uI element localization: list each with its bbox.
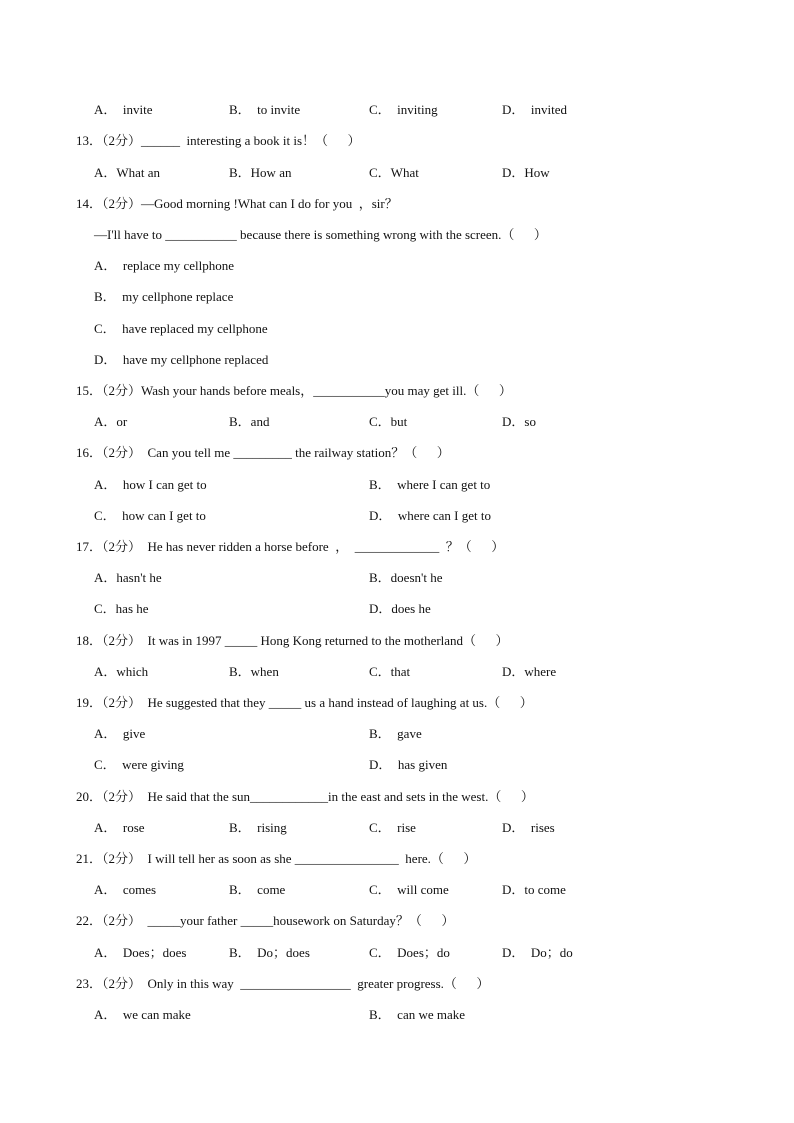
q14-option-b: B． my cellphone replace [94, 289, 234, 304]
q19-option-d: D． has given [369, 757, 448, 772]
q20-option-b: B． rising [229, 820, 287, 835]
q21-option-c: C． will come [369, 882, 449, 897]
q19-option-c: C． were giving [94, 757, 184, 772]
q23-option-a: A． we can make [94, 1007, 191, 1022]
q20-stem: 20．（2分） He said that the sun____________in the east and sets in the west.（ ） [76, 789, 534, 804]
q15-option-d: D．so [502, 414, 536, 429]
q22-option-b: B． Do；does [229, 945, 310, 960]
q18-option-d: D．where [502, 664, 557, 679]
q13-option-c: C．What [369, 165, 419, 180]
q17-option-d: D．does he [369, 601, 431, 616]
q19-option-a: A． give [94, 726, 146, 741]
q18-option-b: B．when [229, 664, 279, 679]
q19-option-b: B． gave [369, 726, 422, 741]
q14-option-a: A． replace my cellphone [94, 258, 235, 273]
q15-option-c: C．but [369, 414, 408, 429]
q22-option-d: D． Do；do [502, 945, 573, 960]
q16-option-c: C． how can I get to [94, 508, 206, 523]
q14-stem: 14．（2分）—Good morning !What can I do for you ，sir？ [76, 196, 398, 211]
q16-option-b: B． where I can get to [369, 477, 491, 492]
q15-stem: 15．（2分）Wash your hands before meals，___________you may get ill.（ ） [76, 383, 512, 398]
q22-stem: 22．（2分） _____your father _____housework on Saturday？（ ） [76, 913, 455, 928]
q23-stem: 23．（2分） Only in this way _________________ greater progress.（ ） [76, 976, 490, 991]
q16-stem: 16．（2分） Can you tell me _________ the railway station？（ ） [76, 445, 450, 460]
q20-option-c: C． rise [369, 820, 416, 835]
q20-option-a: A． rose [94, 820, 145, 835]
q12-option-b: B． to invite [229, 102, 301, 117]
q13-option-d: D．How [502, 165, 550, 180]
q17-stem: 17．（2分） He has never ridden a horse before ， _____________ ？（ ） [76, 539, 505, 554]
q19-stem: 19．（2分） He suggested that they _____ us a hand instead of laughing at us.（ ） [76, 695, 533, 710]
q21-stem: 21．（2分） I will tell her as soon as she ________________ here.（ ） [76, 851, 477, 866]
q13-stem: 13．（2分）______ interesting a book it is！（ ） [76, 133, 361, 148]
q21-option-b: B． come [229, 882, 286, 897]
q17-option-b: B．doesn't he [369, 570, 443, 585]
q13-option-a: A．What an [94, 165, 161, 180]
q21-option-a: A． comes [94, 882, 157, 897]
q12-option-d: D． invited [502, 102, 567, 117]
q18-option-c: C．that [369, 664, 411, 679]
q20-option-d: D． rises [502, 820, 555, 835]
q15-option-a: A．or [94, 414, 128, 429]
q22-option-a: A． Does；does [94, 945, 187, 960]
q21-option-d: D．to come [502, 882, 566, 897]
q14-option-d: D． have my cellphone replaced [94, 352, 269, 367]
q16-option-a: A． how I can get to [94, 477, 207, 492]
q17-option-c: C．has he [94, 601, 149, 616]
q18-stem: 18．（2分） It was in 1997 _____ Hong Kong returned to the motherland（ ） [76, 633, 509, 648]
q17-option-a: A．hasn't he [94, 570, 162, 585]
q14-stem-continued: —I'll have to ___________ because there is something wrong with the screen.（ ） [94, 227, 547, 242]
q13-option-b: B．How an [229, 165, 292, 180]
q14-option-c: C． have replaced my cellphone [94, 321, 268, 336]
q18-option-a: A．which [94, 664, 149, 679]
q16-option-d: D． where can I get to [369, 508, 492, 523]
q12-option-a: A． invite [94, 102, 153, 117]
q12-option-c: C． inviting [369, 102, 438, 117]
q23-option-b: B． can we make [369, 1007, 466, 1022]
q22-option-c: C． Does；do [369, 945, 450, 960]
q15-option-b: B．and [229, 414, 270, 429]
